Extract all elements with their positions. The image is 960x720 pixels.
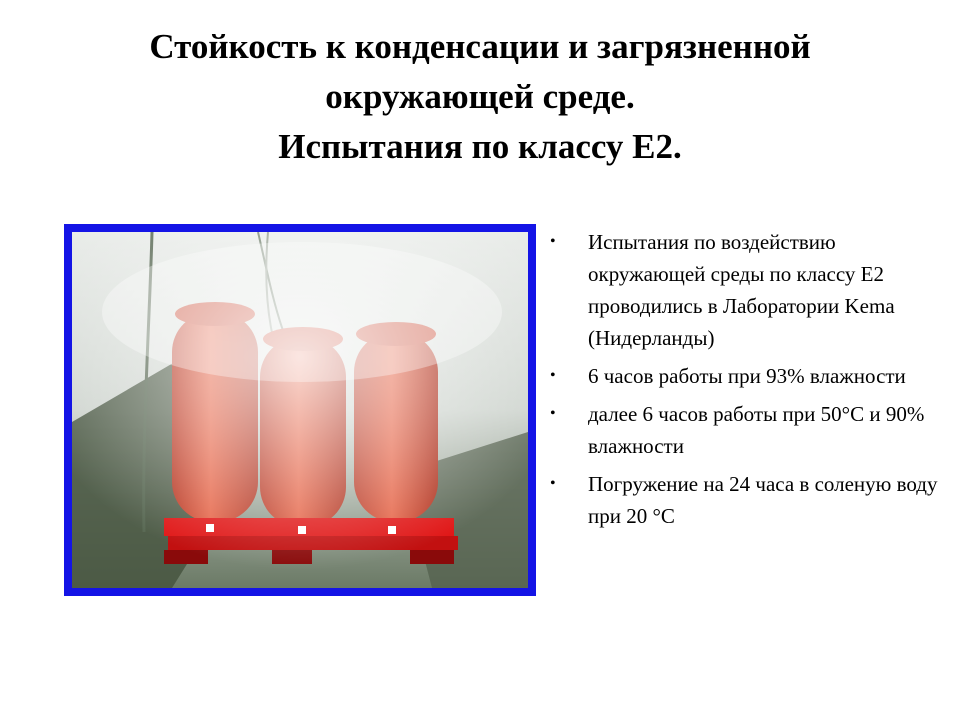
bullet-list	[548, 226, 948, 538]
title-line-2: окружающей среде.	[325, 77, 635, 116]
title-line-1: Стойкость к конденсации и загрязненной	[149, 27, 811, 66]
bullet-text: далее 6 часов работы при 50°C и 90% влажности	[588, 402, 925, 458]
bullet-dot-icon: •	[550, 475, 556, 492]
bullet-text: 6 часов работы при 93% влажности	[588, 364, 906, 388]
transformer-photo-image	[72, 232, 528, 588]
bullet-dot-icon: •	[550, 405, 556, 422]
bullet-text: Погружение на 24 часа в соленую воду при 20 °C	[588, 472, 938, 528]
bullet-dot-icon: •	[550, 233, 556, 250]
list-item	[548, 360, 948, 392]
test-photo	[64, 224, 536, 596]
list-item	[548, 468, 948, 532]
title-line-3: Испытания по классу Е2.	[278, 127, 682, 166]
list-item	[548, 398, 948, 462]
list-item	[548, 226, 948, 354]
bullet-text: Испытания по воздействию окружающей среды по классу Е2 проводились в Лаборатории Kema (Нидерланды)	[588, 230, 895, 350]
slide-title	[40, 22, 920, 172]
bullet-dot-icon: •	[550, 367, 556, 384]
